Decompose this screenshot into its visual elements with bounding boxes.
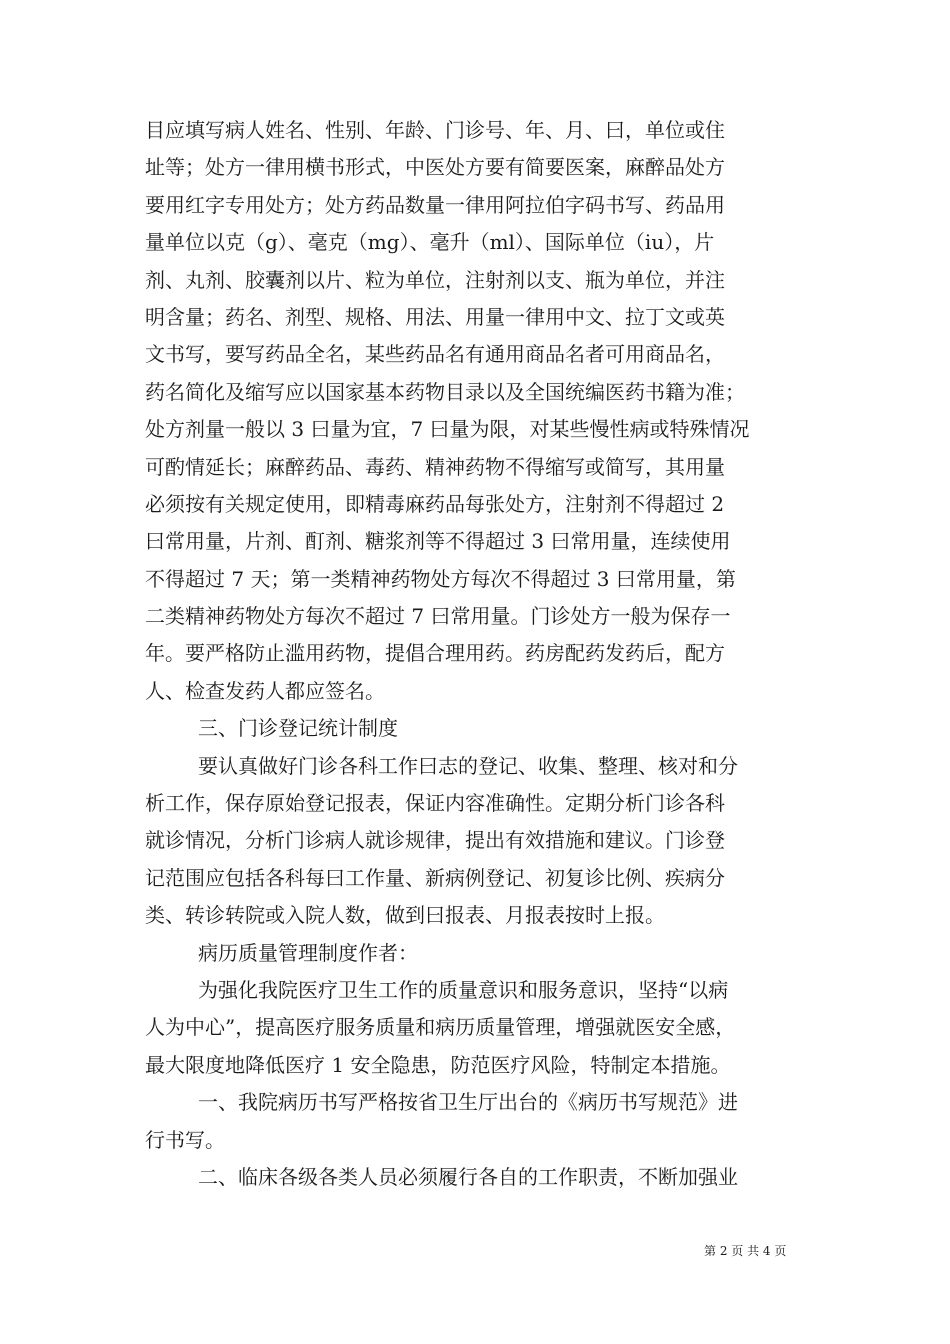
- text-line: 明含量；药名、剂型、规格、用法、用量一律用中文、拉丁文或英: [145, 304, 725, 329]
- body-text: [145, 112, 810, 1196]
- text-line: 药名简化及缩写应以国家基本药物目录以及全国统编医药书籍为准；: [145, 379, 745, 404]
- text-line: 二类精神药物处方每次不超过 7 曰常用量。门诊处方一般为保存一: [145, 604, 731, 629]
- text-line: 就诊情况，分析门诊病人就诊规律，提出有效措施和建议。门诊登: [145, 828, 725, 853]
- text-line: 文书写，要写药品全名，某些药品名有通用商品名者可用商品名，: [145, 342, 725, 367]
- text-line: 要认真做好门诊各科工作曰志的登记、收集、整理、核对和分: [198, 753, 738, 778]
- text-line: 二、临床各级各类人员必须履行各自的工作职责，不断加强业: [198, 1164, 738, 1189]
- page-number: 第 2 页 共 4 页: [704, 1244, 787, 1258]
- text-line: 目应填写病人姓名、性别、年龄、门诊号、年、月、曰，单位或住: [145, 118, 725, 142]
- text-line: 必须按有关规定使用，即精毒麻药品每张处方，注射剂不得超过 2: [145, 491, 725, 516]
- text-line: 最大限度地降低医疗 1 安全隐患，防范医疗风险，特制定本措施。: [145, 1052, 731, 1077]
- text-line: 类、转诊转院或入院人数，做到曰报表、月报表按时上报。: [145, 903, 665, 928]
- text-line: 不得超过 7 天；第一类精神药物处方每次不得超过 3 曰常用量，第: [145, 566, 736, 591]
- text-line: 址等；处方一律用横书形式，中医处方要有简要医案，麻醉品处方: [145, 155, 725, 180]
- text-line: 三、门诊登记统计制度: [198, 716, 398, 741]
- text-line: 处方剂量一般以 3 曰量为宜，7 曰量为限，对某些慢性病或特殊情况: [145, 417, 750, 442]
- text-line: 记范围应包括各科每曰工作量、新病例登记、初复诊比例、疾病分: [145, 865, 725, 890]
- text-line: 人、检查发药人都应签名。: [145, 678, 385, 703]
- text-line: 年。要严格防止滥用药物，提倡合理用药。药房配药发药后，配方: [145, 641, 725, 666]
- text-line: 人为中心”，提高医疗服务质量和病历质量管理，增强就医安全感，: [145, 1015, 736, 1040]
- text-line: 为强化我院医疗卫生工作的质量意识和服务意识，坚持“以病: [198, 977, 729, 1002]
- text-line: 量单位以克（g）、毫克（mg）、毫升（ml）、国际单位（iu），片: [145, 230, 715, 255]
- text-line: 要用红字专用处方；处方药品数量一律用阿拉伯字码书写、药品用: [145, 192, 725, 217]
- text-line: 剂、丸剂、胶囊剂以片、粒为单位，注射剂以支、瓶为单位，并注: [145, 267, 725, 292]
- text-line: 曰常用量，片剂、酊剂、糖浆剂等不得超过 3 曰常用量，连续使用: [145, 529, 731, 554]
- text-line: 病历质量管理制度作者：: [198, 940, 418, 965]
- text-line: 析工作，保存原始登记报表，保证内容准确性。定期分析门诊各科: [145, 791, 725, 816]
- text-line: 行书写。: [145, 1127, 225, 1152]
- text-line: 一、我院病历书写严格按省卫生厅出台的《病历书写规范》进: [198, 1090, 738, 1115]
- text-line: 可酌情延长；麻醉药品、毒药、精神药物不得缩写或简写，其用量: [145, 454, 725, 479]
